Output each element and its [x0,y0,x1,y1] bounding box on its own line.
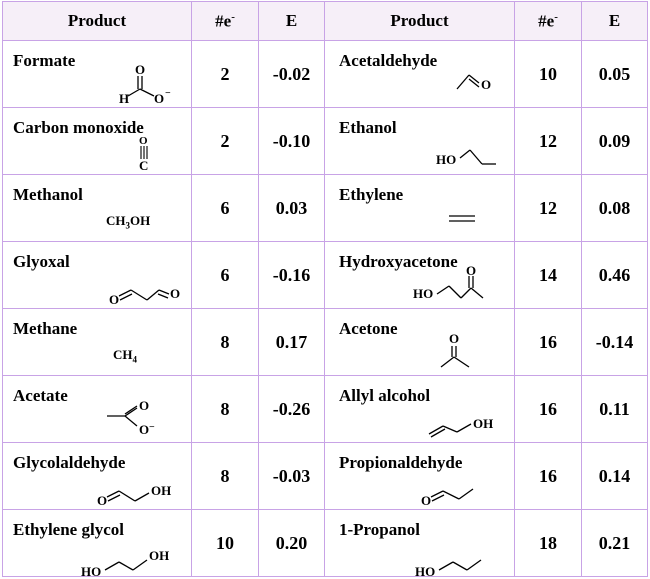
acetaldehyde-structure [443,71,513,103]
product-name: Allyl alcohol [339,386,431,405]
propionaldehyde-structure [413,473,503,509]
potential-cell: 0.17 [259,309,325,376]
product-cell [3,309,192,376]
product-cell [325,510,515,577]
table-header-row [3,2,648,41]
product-name: Ethanol [339,118,397,137]
potential-cell: -0.10 [259,108,325,175]
potential-cell: 0.46 [582,242,648,309]
table-row [3,242,648,309]
product-cell [325,175,515,242]
potential-cell: -0.03 [259,443,325,510]
svg-text:O: O [421,493,432,508]
svg-text:OH: OH [151,483,172,498]
svg-text:O: O [170,286,181,301]
acetate-structure [101,394,181,440]
svg-text:HO: HO [436,152,457,167]
product-cell [3,108,192,175]
potential-cell: 0.05 [582,41,648,108]
svg-text:−: − [149,422,155,433]
header-electrons-left: #e- [192,2,259,41]
acetone-structure [429,331,489,375]
product-name: Acetone [339,319,398,338]
electrons-cell: 8 [192,376,259,443]
electrons-cell: 16 [515,376,582,443]
svg-text:O: O [139,135,148,147]
product-name: Hydroxyacetone [339,252,458,271]
svg-text:O: O [109,292,120,307]
ethanol-structure [430,138,510,172]
svg-text:O: O [139,422,150,437]
svg-text:O: O [139,398,150,413]
product-name: Glyoxal [13,252,70,271]
svg-text:O: O [481,77,492,92]
product-cell [3,41,192,108]
table-row [3,309,648,376]
product-name: Ethylene glycol [13,520,124,539]
formate-structure [95,63,175,105]
glycolaldehyde-structure [89,473,189,509]
table-row [3,108,648,175]
svg-text:OH: OH [473,416,494,431]
product-cell [325,309,515,376]
product-name: Methane [13,319,78,338]
potential-cell: -0.26 [259,376,325,443]
product-name: Glycolaldehyde [13,453,126,472]
svg-text:O: O [466,263,477,278]
svg-text:−: − [165,88,171,99]
product-cell [325,242,515,309]
svg-text:O: O [135,62,146,77]
svg-text:H: H [119,91,130,106]
electrons-cell: 6 [192,242,259,309]
product-cell [3,175,192,242]
header-product-left: Product [3,2,192,41]
product-cell [325,108,515,175]
table-row [3,510,648,577]
electrons-cell: 18 [515,510,582,577]
product-name: Propionaldehyde [339,453,463,472]
svg-text:HO: HO [81,564,102,579]
potential-cell: -0.16 [259,242,325,309]
electrons-cell: 12 [515,175,582,242]
electrons-cell: 8 [192,443,259,510]
product-cell [325,376,515,443]
svg-text:O: O [154,91,165,106]
table-row [3,175,648,242]
header-potential-right: E [582,2,648,41]
svg-text:HO: HO [415,564,436,579]
products-table [2,1,648,577]
product-name: Ethylene [339,185,404,204]
potential-cell: -0.02 [259,41,325,108]
potential-cell: 0.20 [259,510,325,577]
header-potential-left: E [259,2,325,41]
methanol-formula: $CH_3OH$ [106,213,151,231]
product-cell [325,443,515,510]
table-row [3,41,648,108]
electrons-cell: 2 [192,41,259,108]
electrons-cell: 12 [515,108,582,175]
product-name: 1-Propanol [339,520,420,539]
svg-text:O: O [97,493,108,508]
product-name: Methanol [13,185,83,204]
electrons-cell: 10 [515,41,582,108]
potential-cell: 0.21 [582,510,648,577]
ethylene-structure [445,210,485,230]
product-cell [325,41,515,108]
svg-text:HO: HO [413,286,434,301]
product-cell [3,376,192,443]
electrons-cell: 6 [192,175,259,242]
table-row [3,376,648,443]
product-name: Formate [13,51,76,70]
svg-text:OH: OH [149,548,170,563]
electrons-cell: 14 [515,242,582,309]
carbon-monoxide-structure [131,136,161,172]
glyoxal-structure [89,274,189,308]
table-row [3,443,648,510]
potential-cell: 0.09 [582,108,648,175]
svg-text:O: O [449,331,460,346]
header-product-right: Product [325,2,515,41]
1-propanol-structure [413,538,513,578]
product-cell [3,443,192,510]
potential-cell: 0.11 [582,376,648,443]
potential-cell: 0.08 [582,175,648,242]
potential-cell: 0.03 [259,175,325,242]
svg-text:C: C [139,158,149,173]
ethylene-glycol-structure [79,538,189,578]
product-cell [3,510,192,577]
product-cell [3,242,192,309]
allyl-alcohol-structure [421,406,511,440]
product-name: Acetate [13,386,68,405]
electrons-cell: 16 [515,309,582,376]
electrons-cell: 8 [192,309,259,376]
electrons-cell: 16 [515,443,582,510]
potential-cell: 0.14 [582,443,648,510]
product-name: Acetaldehyde [339,51,438,70]
product-name: Carbon monoxide [13,118,144,137]
header-electrons-right: #e- [515,2,582,41]
methane-formula: $CH_4$ [113,347,137,365]
electrons-cell: 2 [192,108,259,175]
electrons-cell: 10 [192,510,259,577]
potential-cell: -0.14 [582,309,648,376]
hydroxyacetone-structure [407,263,507,308]
